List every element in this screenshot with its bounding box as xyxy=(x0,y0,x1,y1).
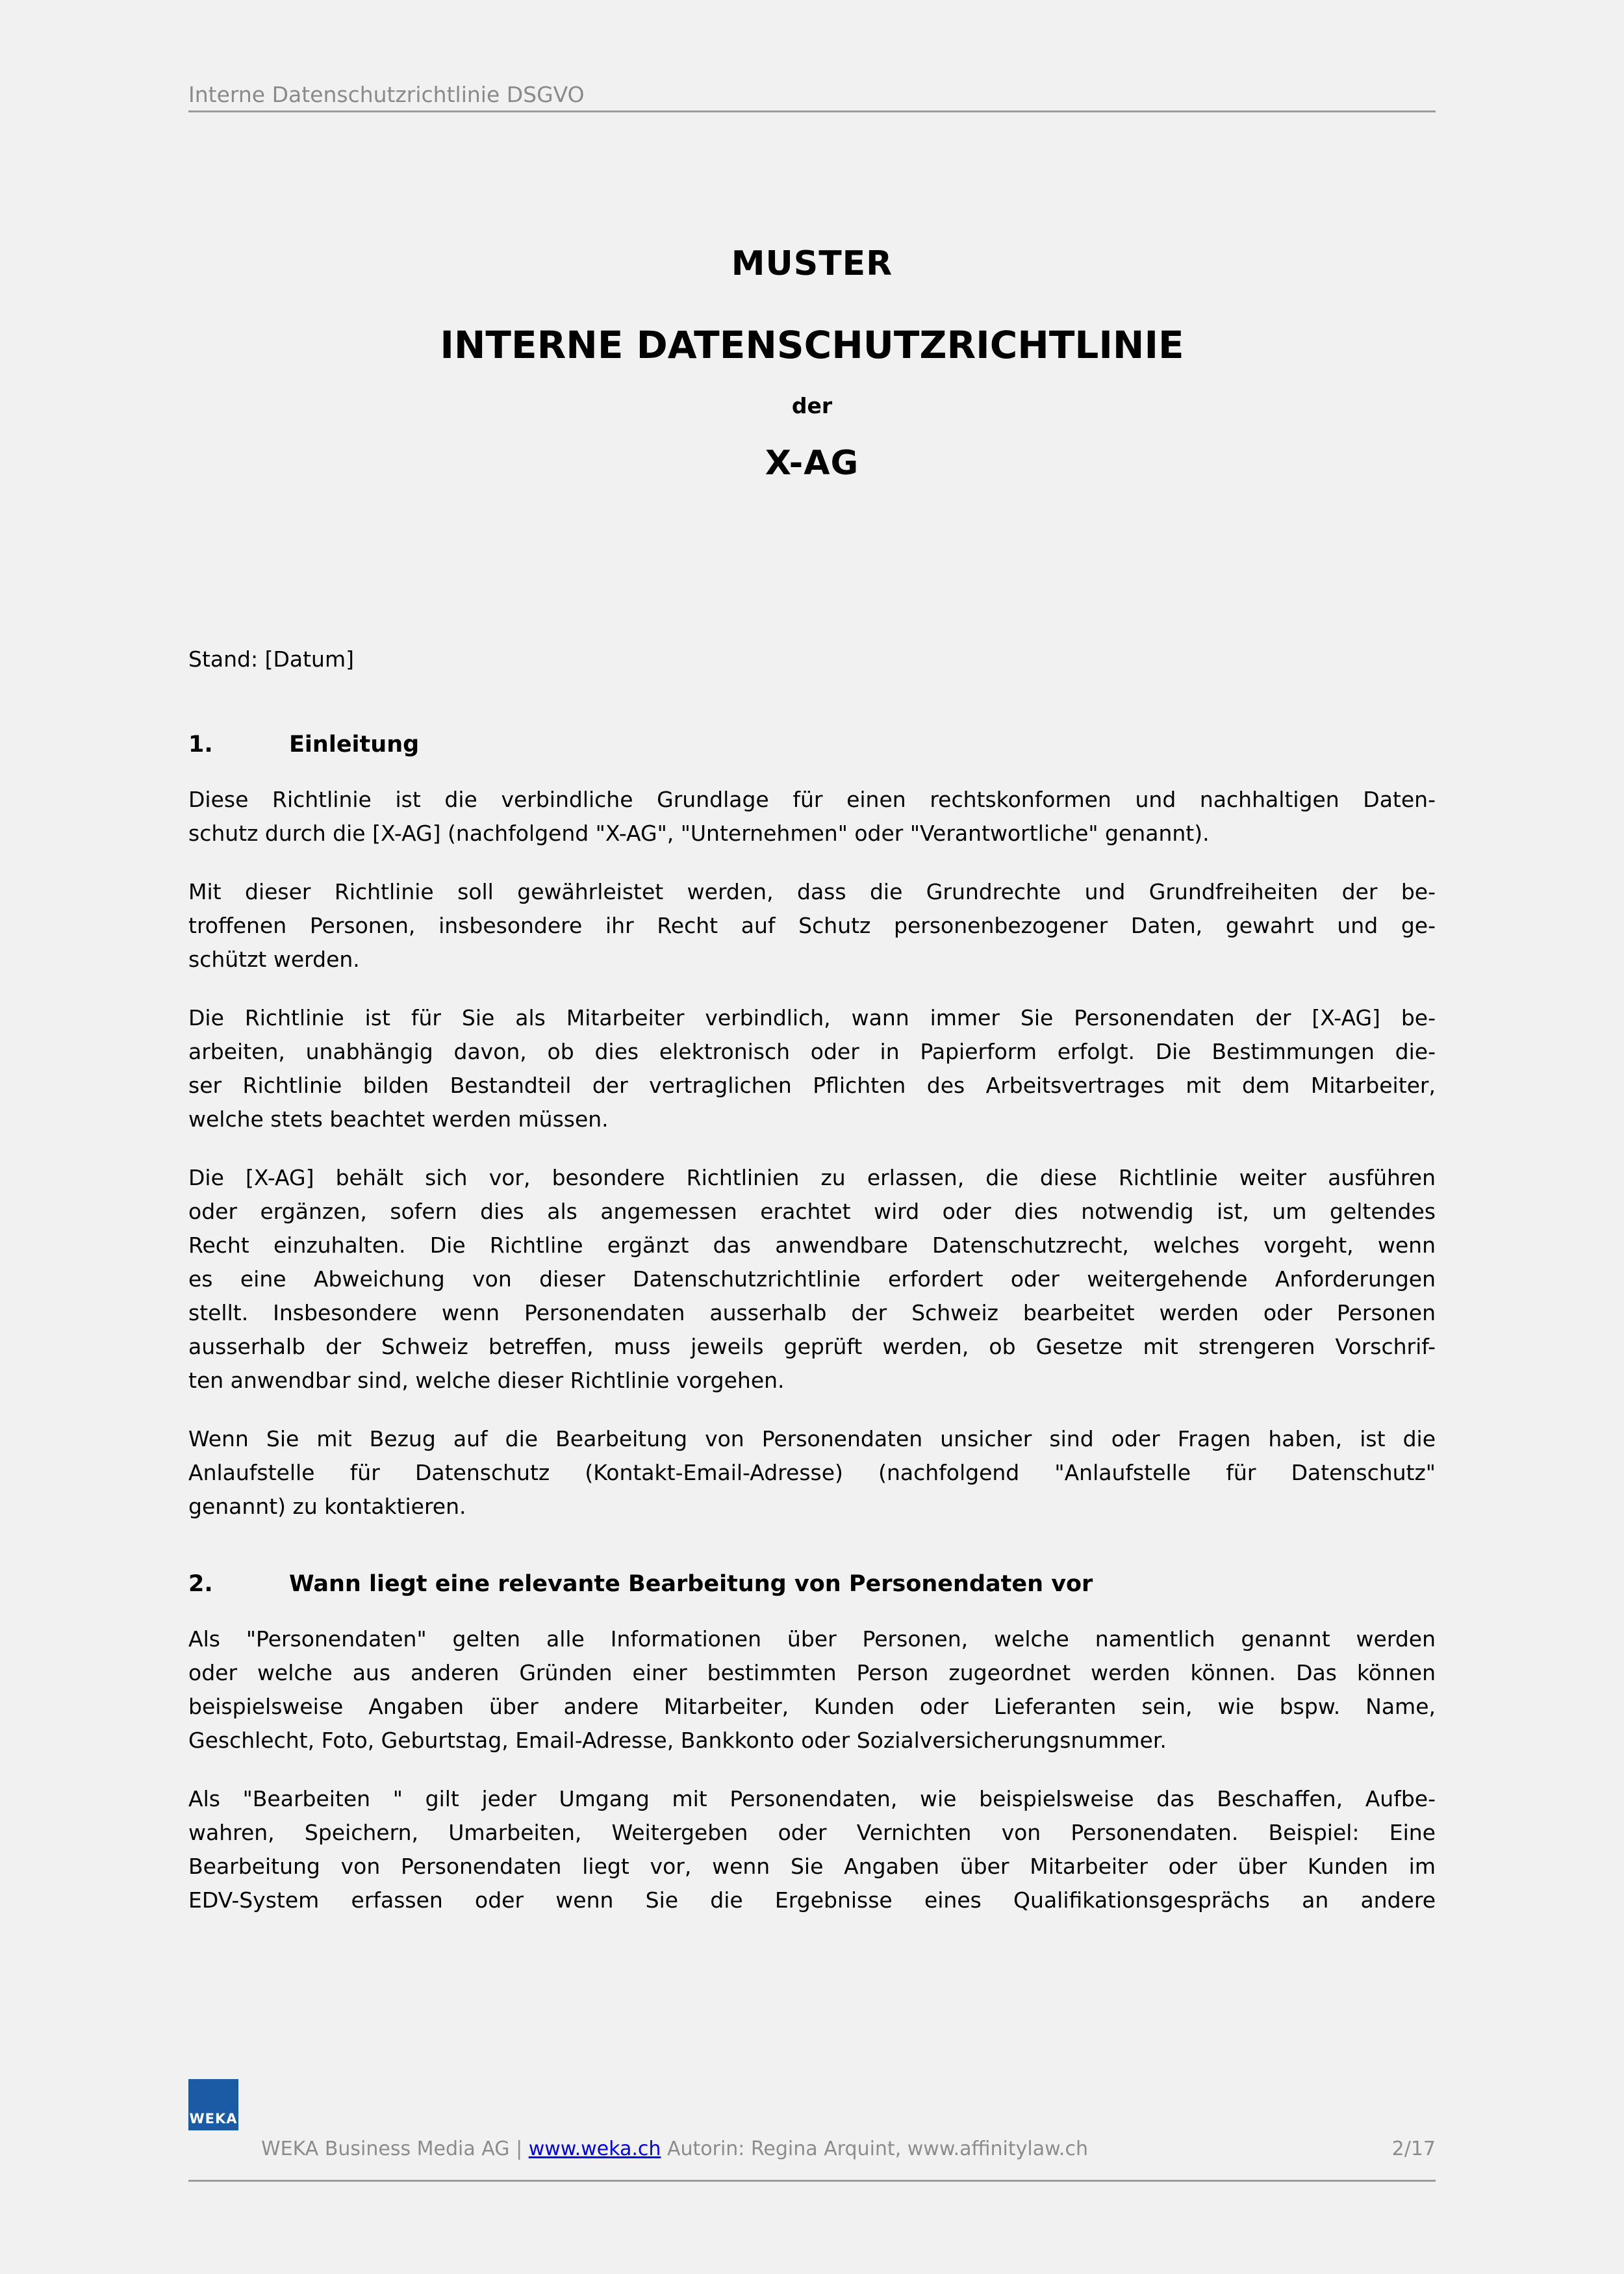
doc-kicker: MUSTER xyxy=(731,244,893,283)
section-1-number: 1. xyxy=(188,732,213,758)
paragraph-line: ausserhalb der Schweiz betreffen, muss jeweils geprüft werden, ob Gesetze mit strengeren Vorschrif- xyxy=(188,1334,1436,1359)
weka-logo xyxy=(188,2079,238,2130)
paragraph-line: Geschlecht, Foto, Geburtstag, Email-Adresse, Bankkonto oder Sozialversicherungsnummer. xyxy=(188,1728,1167,1753)
footer-separator: | xyxy=(516,2138,523,2160)
paragraph xyxy=(188,1161,1436,1398)
paragraph-line: Als "Bearbeiten " gilt jeder Umgang mit Personendaten, wie beispielsweise das Beschaffen, Aufbe- xyxy=(188,1786,1436,1811)
paragraph xyxy=(188,1001,1436,1136)
section-2-heading xyxy=(188,1567,1436,1601)
paragraph-line: arbeiten, unabhängig davon, ob dies elektronisch oder in Papierform erfolgt. Die Bestimmungen die- xyxy=(188,1039,1436,1064)
section-1-heading xyxy=(188,728,1436,761)
page-footer xyxy=(188,2138,1436,2160)
paragraph-line: schutz durch die [X-AG] (nachfolgend "X-AG", "Unternehmen" oder "Verantwortliche" genannt). xyxy=(188,821,1210,846)
document-date-line: Stand: [Datum] xyxy=(188,646,354,672)
footer-company: WEKA Business Media AG xyxy=(261,2138,510,2160)
paragraph-line: Als "Personendaten" gelten alle Informationen über Personen, welche namentlich genannt werden xyxy=(188,1626,1436,1652)
paragraph-line: ten anwendbar sind, welche dieser Richtlinie vorgehen. xyxy=(188,1368,785,1393)
section-2-title: Wann liegt eine relevante Bearbeitung von Personendaten vor xyxy=(289,1571,1093,1597)
paragraph-line: Recht einzuhalten. Die Richtline ergänzt das anwendbare Datenschutzrecht, welches vorgeht, wenn xyxy=(188,1233,1436,1258)
paragraph-line: schützt werden. xyxy=(188,947,360,972)
paragraph-line: Mit dieser Richtlinie soll gewährleistet werden, dass die Grundrechte und Grundfreiheiten der be- xyxy=(188,879,1436,904)
paragraph-line: Die [X-AG] behält sich vor, besondere Richtlinien zu erlassen, die diese Richtlinie weiter ausführen xyxy=(188,1165,1436,1190)
paragraph-line: beispielsweise Angaben über andere Mitarbeiter, Kunden oder Lieferanten sein, wie bspw. Name, xyxy=(188,1694,1436,1719)
paragraph-line: ser Richtlinie bilden Bestandteil der vertraglichen Pflichten des Arbeitsvertrages mit dem Mitarbeiter, xyxy=(188,1073,1436,1098)
section-2-number: 2. xyxy=(188,1571,213,1597)
paragraph-line: troffenen Personen, insbesondere ihr Recht auf Schutz personenbezogener Daten, gewahrt und ge- xyxy=(188,913,1436,938)
paragraph-line: genannt) zu kontaktieren. xyxy=(188,1494,466,1519)
paragraph xyxy=(188,1782,1436,1917)
paragraph-line: wahren, Speichern, Umarbeiten, Weitergeben oder Vernichten von Personendaten. Beispiel: Eine xyxy=(188,1820,1436,1845)
paragraph xyxy=(188,1422,1436,1524)
weka-link[interactable]: www.weka.ch xyxy=(528,2138,661,2160)
paragraph-line: EDV-System erfassen oder wenn Sie die Ergebnisse eines Qualifikationsgesprächs an andere xyxy=(188,1887,1436,1913)
paragraph-line: oder welche aus anderen Gründen einer bestimmten Person zugeordnet werden können. Das können xyxy=(188,1660,1436,1685)
paragraph-line: Bearbeitung von Personendaten liegt vor, wenn Sie Angaben über Mitarbeiter oder über Kunden im xyxy=(188,1854,1436,1879)
header-divider xyxy=(188,110,1436,112)
paragraph-line: oder ergänzen, sofern dies als angemessen erachtet wird oder dies notwendig ist, um geltendes xyxy=(188,1199,1436,1224)
paragraph-line: es eine Abweichung von dieser Datenschutzrichtlinie erfordert oder weitergehende Anforderungen xyxy=(188,1266,1436,1292)
weka-logo-wordmark: WEKA xyxy=(189,2111,238,2127)
footer-author: Autorin: Regina Arquint, www.affinitylaw.ch xyxy=(666,2138,1088,2160)
footer-divider xyxy=(188,2180,1436,2182)
doc-title: INTERNE DATENSCHUTZRICHTLINIE xyxy=(440,323,1184,367)
doc-title-connector: der xyxy=(791,393,833,418)
section-1-title: Einleitung xyxy=(289,732,420,758)
paragraph-line: Wenn Sie mit Bezug auf die Bearbeitung von Personendaten unsicher sind oder Fragen haben, ist die xyxy=(188,1426,1436,1451)
paragraph-line: Diese Richtlinie ist die verbindliche Grundlage für einen rechtskonformen und nachhaltigen Daten- xyxy=(188,787,1436,812)
document-body xyxy=(188,728,1436,1942)
paragraph-line: Die Richtlinie ist für Sie als Mitarbeiter verbindlich, wann immer Sie Personendaten der [X-AG] be- xyxy=(188,1005,1436,1030)
paragraph-line: welche stets beachtet werden müssen. xyxy=(188,1106,609,1132)
page-number: 2/17 xyxy=(1391,2138,1436,2160)
footer-credits xyxy=(188,2138,1088,2160)
paragraph-line: Anlaufstelle für Datenschutz (Kontakt-Email-Adresse) (nachfolgend "Anlaufstelle für Datenschutz" xyxy=(188,1460,1436,1485)
paragraph xyxy=(188,783,1436,850)
doc-company: X-AG xyxy=(765,444,859,483)
paragraph xyxy=(188,875,1436,977)
paragraph xyxy=(188,1622,1436,1757)
running-header: Interne Datenschutzrichtlinie DSGVO xyxy=(188,82,585,107)
paragraph-line: stellt. Insbesondere wenn Personendaten ausserhalb der Schweiz bearbeitet werden oder Personen xyxy=(188,1300,1436,1325)
